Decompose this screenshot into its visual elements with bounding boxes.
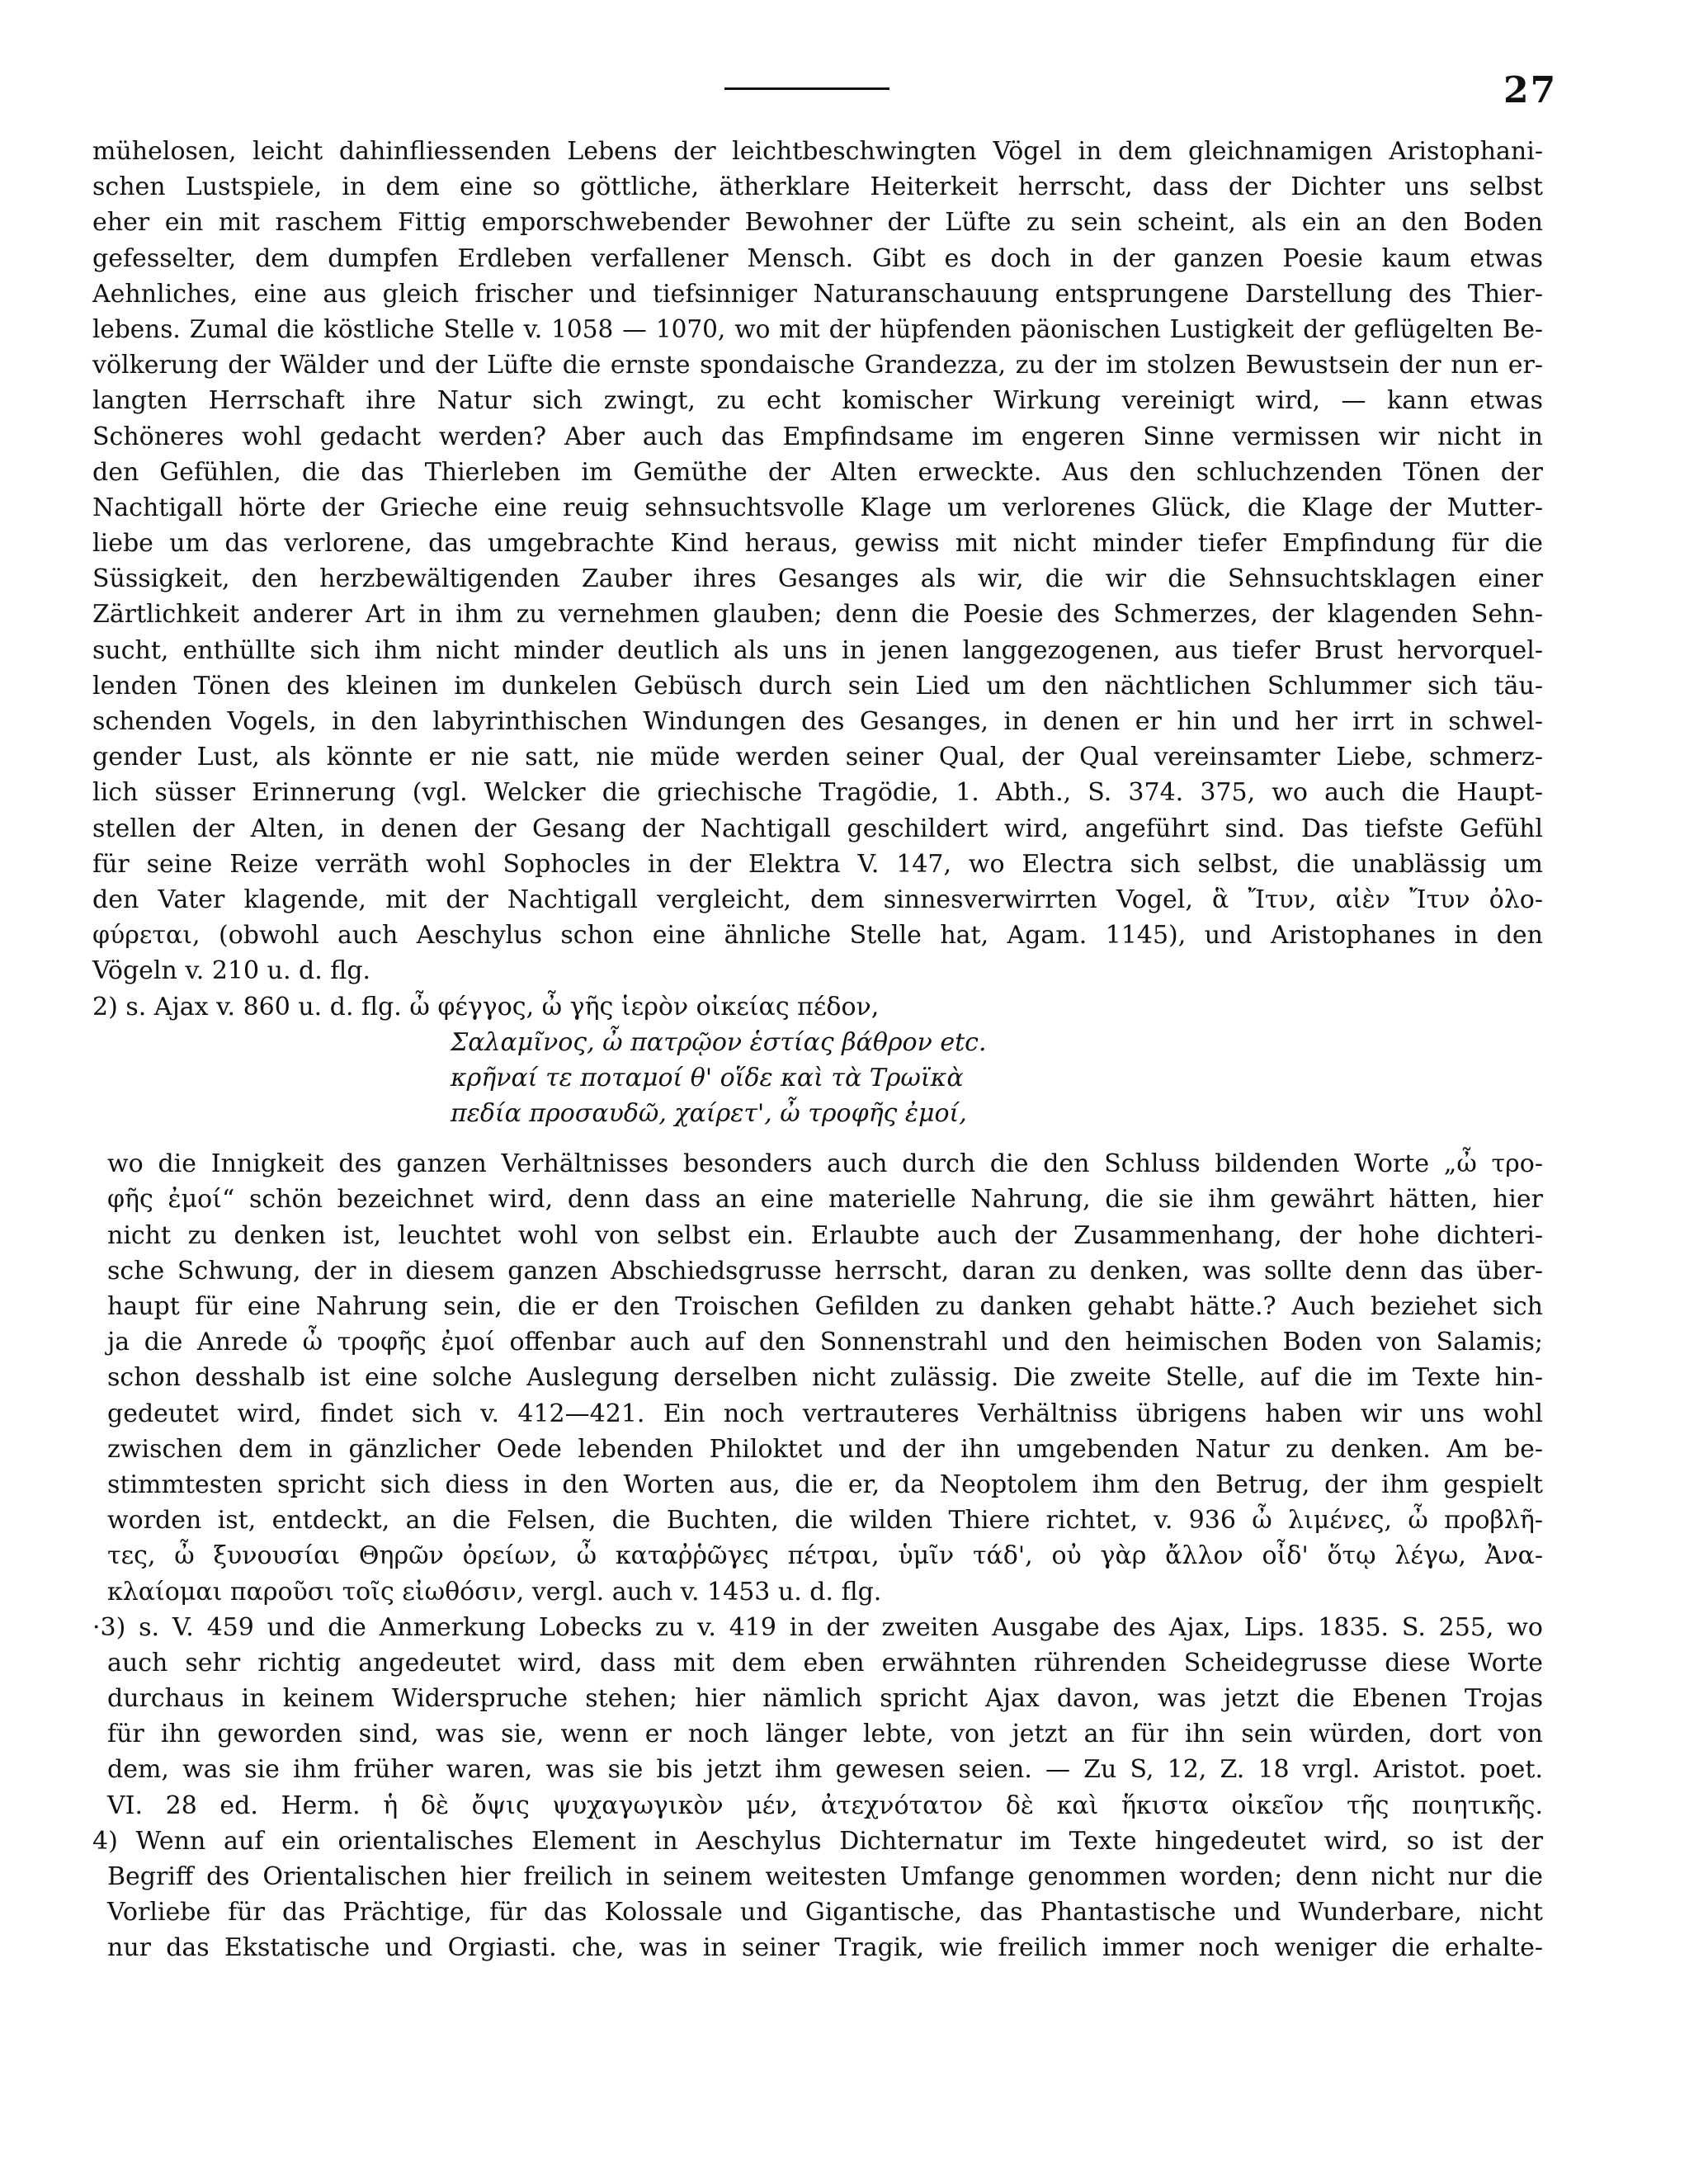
text-line: gefesselter, dem dumpfen Erdleben verfallener Mensch. Gibt es doch in der ganzen Poesie kaum etwas: [92, 243, 1543, 273]
text-line: Vorliebe für das Prächtige, für das Kolossale und Gigantische, das Phantastische und Wunderbare, nicht: [107, 1898, 1543, 1927]
page-number: 27: [1503, 69, 1558, 111]
text-line: worden ist, entdeckt, an die Felsen, die Buchten, die wilden Thiere richtet, v. 936 ὦ λιμένες, ὦ προβλῆ-: [107, 1506, 1543, 1536]
footnote-line: 4) Wenn auf ein orientalisches Element in Aeschylus Dichternatur im Texte hingedeutet wird, so ist der: [92, 1826, 1543, 1856]
text-line: Begriff des Orientalischen hier freilich in seinem weitesten Umfange genommen worden; denn nicht nur die: [107, 1862, 1543, 1891]
text-line: nicht zu denken ist, leuchtet wohl von selbst ein. Erlaubte auch der Zusammenhang, der hohe dichteri-: [107, 1220, 1543, 1250]
text-line: φῆς ἐμοί“ schön bezeichnet wird, denn dass an eine materielle Nahrung, die sie ihm gewährt hätten, hier: [107, 1185, 1543, 1215]
greek-verse-line: Σαλαμῖνος, ὦ πατρῷον ἑστίας βάθρον etc.: [451, 1027, 987, 1057]
text-line: lich süsser Erinnerung (vgl. Welcker die griechische Tragödie, 1. Abth., S. 374. 375, wo auch die Haupt-: [92, 778, 1543, 808]
text-line: schenden Vogels, in den labyrinthischen Windungen des Gesanges, in denen er hin und her irrt in schwel-: [92, 707, 1543, 736]
text-line: den Gefühlen, die das Thierleben im Gemüthe der Alten erweckte. Aus den schluchzenden Tönen der: [92, 457, 1543, 487]
text-line: langten Herrschaft ihre Natur sich zwingt, zu echt komischer Wirkung vereinigt wird, — kann etwas: [92, 386, 1543, 416]
text-line: für ihn geworden sind, was sie, wenn er noch länger lebte, von jetzt an für ihn sein würden, dort von: [107, 1720, 1543, 1749]
text-line: lebens. Zumal die köstliche Stelle v. 1058 — 1070, wo mit der hüpfenden päonischen Lustigkeit der geflügelten Be-: [92, 314, 1543, 343]
paragraph-gap: [92, 1131, 1543, 1146]
text-line: Vögeln v. 210 u. d. flg.: [92, 956, 371, 986]
text-line: Schöneres wohl gedacht werden? Aber auch das Empfindsame im engeren Sinne vermissen wir nicht in: [92, 422, 1543, 451]
greek-verse-line: πεδία προσαυδῶ, χαίρετ', ὦ τροφῆς ἐμοί,: [451, 1099, 967, 1129]
text-line: φύρεται, (obwohl auch Aeschylus schon eine ähnliche Stelle hat, Agam. 1145), und Aristophanes in den: [92, 921, 1543, 951]
text-line: Zärtlichkeit anderer Art in ihm zu vernehmen glauben; denn die Poesie des Schmerzes, der klagenden Sehn-: [92, 600, 1543, 630]
text-line: Süssigkeit, den herzbewältigenden Zauber ihres Gesanges als wir, die wir die Sehnsuchtsklagen einer: [92, 564, 1543, 594]
text-line: liebe um das verlorene, das umgebrachte Kind heraus, gewiss mit nicht minder tiefer Empfindung für die: [92, 529, 1543, 559]
greek-verse-line: κρῆναί τε ποταμοί θ' οἵδε καὶ τὰ Τρωϊκὰ: [451, 1063, 964, 1092]
text-line: mühelosen, leicht dahinfliessenden Lebens der leichtbeschwingten Vögel in dem gleichnamigen Aristophani-: [92, 137, 1543, 166]
text-line: wo die Innigkeit des ganzen Verhältnisses besonders auch durch die den Schluss bildenden Worte „ὦ τρο-: [107, 1149, 1543, 1179]
text-line: Aehnliches, eine aus gleich frischer und tiefsinniger Naturanschauung entsprungene Darstellung des Thier-: [92, 279, 1543, 309]
footnote-line: 2) s. Ajax v. 860 u. d. flg. ὦ φέγγος, ὦ γῆς ἱερὸν οἰκείας πέδον,: [92, 992, 880, 1022]
text-line: nur das Ekstatische und Orgiasti. che, was in seiner Tragik, wie freilich immer noch weniger die erhalte-: [107, 1933, 1543, 1963]
text-line: haupt für eine Nahrung sein, die er den Troischen Gefilden zu danken gehabt hätte.? Auch beziehet sich: [107, 1292, 1543, 1321]
text-line: τες, ὦ ξυνουσίαι Θηρῶν ὀρείων, ὦ καταῤῥῶγες πέτραι, ὑμῖν τάδ', οὐ γὰρ ἄλλον οἶδ' ὅτῳ λέγω, Ἀνα-: [107, 1541, 1543, 1571]
text-line: gedeutet wird, findet sich v. 412—421. Ein noch vertrauteres Verhältniss übrigens haben wir uns wohl: [107, 1399, 1543, 1428]
text-line: stellen der Alten, in denen der Gesang der Nachtigall geschildert wird, angeführt sind. Das tiefste Gefühl: [92, 814, 1543, 843]
footnote-line: ·3) s. V. 459 und die Anmerkung Lobecks zu v. 419 in der zweiten Ausgabe des Ajax, Lips. 1835. S. 255, wo: [92, 1612, 1543, 1642]
text-line: sucht, enthüllte sich ihm nicht minder deutlich als uns in jenen langgezogenen, aus tiefer Brust hervorquel-: [92, 635, 1543, 665]
text-line: sche Schwung, der in diesem ganzen Abschiedsgrusse herrscht, daran zu denken, was sollte denn das über-: [107, 1256, 1543, 1286]
text-line: schon desshalb ist eine solche Auslegung derselben nicht zulässig. Die zweite Stelle, auf die im Texte hin-: [107, 1363, 1543, 1393]
text-line: eher ein mit raschem Fittig emporschwebender Bewohner der Lüfte zu sein scheint, als ein an den Boden: [92, 208, 1543, 238]
text-line: den Vater klagende, mit der Nachtigall vergleicht, dem sinnesverwirrten Vogel, ἃ Ἴτυν, αἰὲν Ἴτυν ὀλο-: [92, 885, 1543, 914]
text-line: stimmtesten spricht sich diess in den Worten aus, die er, da Neoptolem ihm den Betrug, der ihm gespielt: [107, 1470, 1543, 1499]
text-line: für seine Reize verräth wohl Sophocles in der Elektra V. 147, wo Electra sich selbst, die unablässig um: [92, 849, 1543, 879]
text-line: dem, was sie ihm früher waren, was sie bis jetzt ihm gewesen seien. — Zu S, 12, Z. 18 vrgl. Aristot. poet.: [107, 1755, 1543, 1785]
text-line: Nachtigall hörte der Grieche eine reuig sehnsuchtsvolle Klage um verlorenes Glück, die Klage der Mutter-: [92, 493, 1543, 522]
body-text: [92, 134, 1543, 1966]
text-line: zwischen dem in gänzlicher Oede lebenden Philoktet und der ihn umgebenden Natur zu denken. Am be-: [107, 1434, 1543, 1464]
text-line: völkerung der Wälder und der Lüfte die ernste spondaische Grandezza, zu der im stolzen Bewustsein der nun er-: [92, 351, 1543, 380]
text-line: ja die Anrede ὦ τροφῆς ἐμοί offenbar auch auf den Sonnenstrahl und den heimischen Boden von Salamis;: [107, 1328, 1543, 1357]
top-rule: [724, 87, 889, 90]
text-line: VI. 28 ed. Herm. ἡ δὲ ὄψις ψυχαγωγικὸν μέν, ἀτεχνότατον δὲ καὶ ἥκιστα οἰκεῖον τῆς ποιητικῆς.: [107, 1791, 1543, 1820]
text-line: gender Lust, als könnte er nie satt, nie müde werden seiner Qual, der Qual vereinsamter Liebe, schmerz-: [92, 743, 1543, 772]
text-line: lenden Tönen des kleinen im dunkelen Gebüsch durch sein Lied um den nächtlichen Schlummer sich täu-: [92, 671, 1543, 701]
text-line: schen Lustspiele, in dem eine so göttliche, ätherklare Heiterkeit herrscht, dass der Dichter uns selbst: [92, 172, 1543, 202]
text-line: auch sehr richtig angedeutet wird, dass mit dem eben erwähnten rührenden Scheidegrusse diese Worte: [107, 1648, 1543, 1677]
text-line: durchaus in keinem Widerspruche stehen; hier nämlich spricht Ajax davon, was jetzt die Ebenen Trojas: [107, 1684, 1543, 1714]
text-line: κλαίομαι παροῦσι τοῖς εἰωθόσιν, vergl. auch v. 1453 u. d. flg.: [107, 1577, 882, 1607]
